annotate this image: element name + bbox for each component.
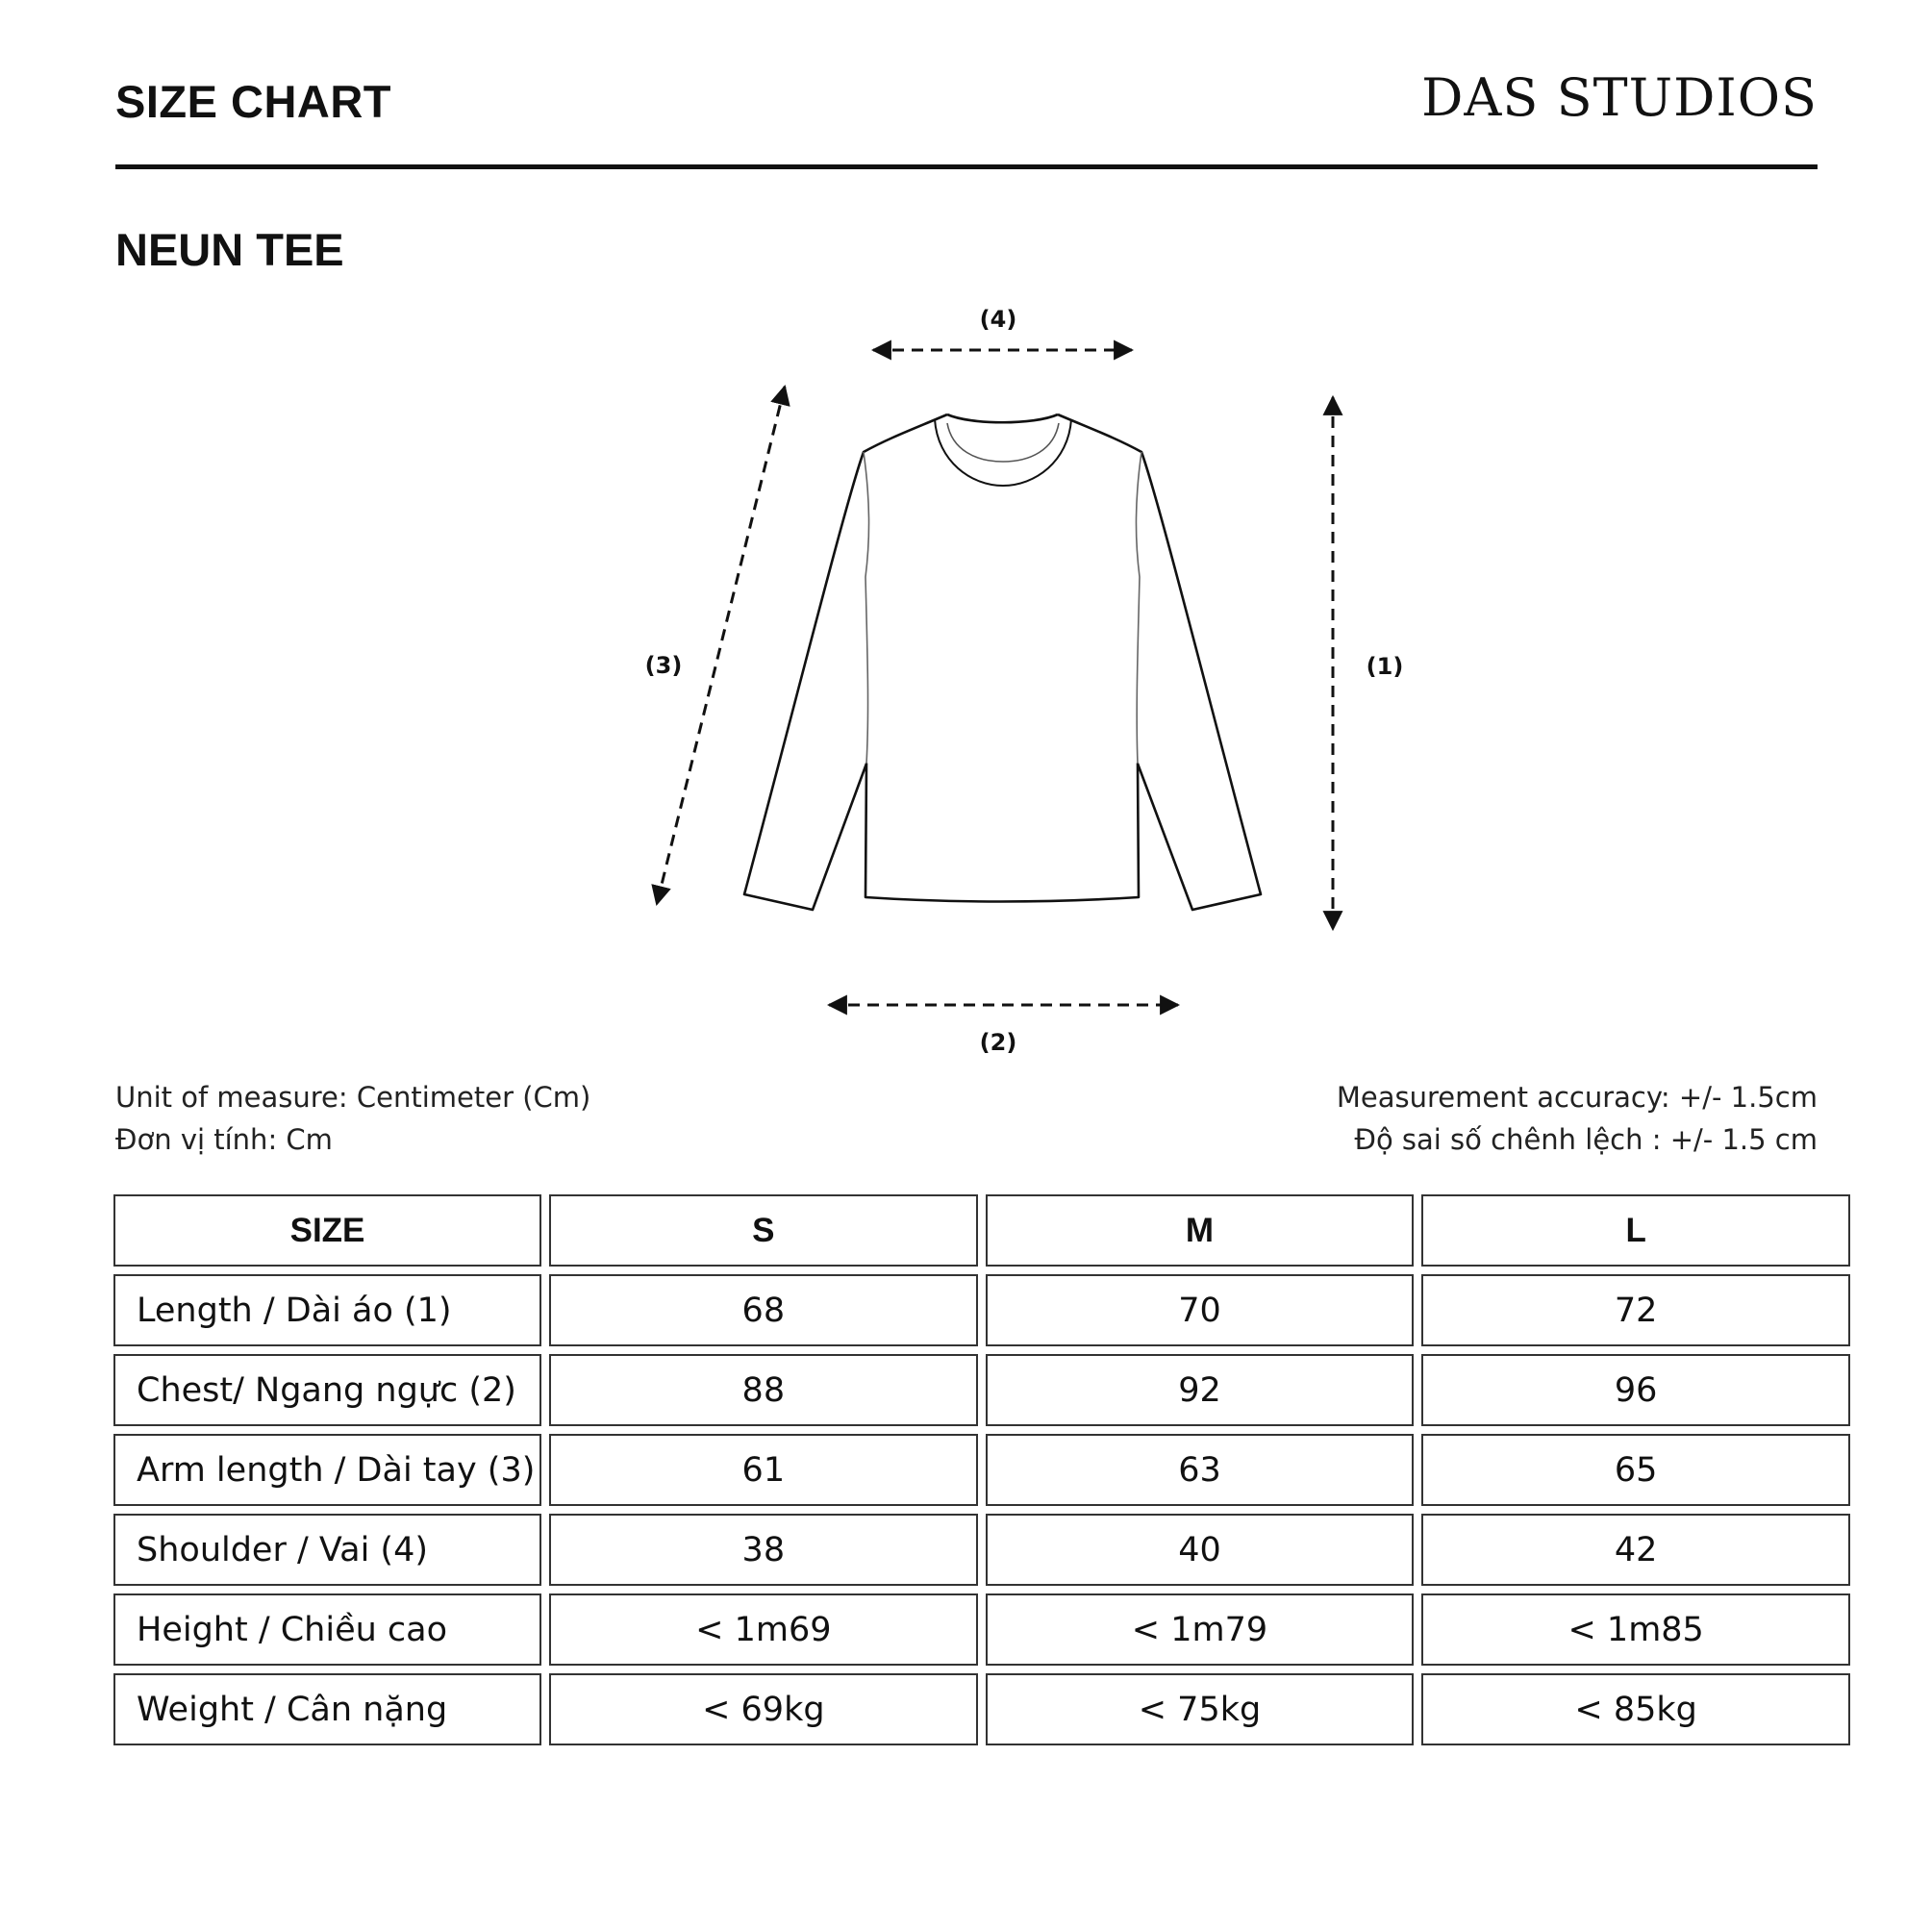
cell-value: 63 [986,1434,1415,1506]
page-title: SIZE CHART [115,76,391,127]
row-label: Chest/ Ngang ngực (2) [113,1354,541,1426]
table-row [113,1593,1850,1666]
header-s: S [549,1194,978,1267]
size-table [106,1187,1858,1753]
marker-length: (1) [1366,653,1404,680]
brand-logo: DAS STUDIOS [1421,67,1818,128]
cell-value: < 75kg [986,1673,1415,1745]
cell-value: 72 [1421,1274,1850,1346]
row-label: Shoulder / Vai (4) [113,1514,541,1586]
table-row [113,1434,1850,1506]
row-label: Arm length / Dài tay (3) [113,1434,541,1506]
accuracy-note-en: Measurement accuracy: +/- 1.5cm [1336,1081,1818,1114]
header-l: L [1421,1194,1850,1267]
header-size: SIZE [113,1194,541,1267]
cell-value: < 69kg [549,1673,978,1745]
cell-value: < 85kg [1421,1673,1850,1745]
marker-shoulder: (4) [979,306,1017,333]
cell-value: 42 [1421,1514,1850,1586]
cell-value: 65 [1421,1434,1850,1506]
cell-value: 96 [1421,1354,1850,1426]
table-row [113,1514,1850,1586]
product-name: NEUN TEE [115,224,344,275]
unit-note-en: Unit of measure: Centimeter (Cm) [115,1081,591,1114]
marker-arm-length: (3) [644,652,683,679]
table-header-row [113,1194,1850,1267]
cell-value: 92 [986,1354,1415,1426]
cell-value: 61 [549,1434,978,1506]
table-row [113,1673,1850,1745]
cell-value: 68 [549,1274,978,1346]
tee-illustration [744,414,1261,910]
cell-value: 88 [549,1354,978,1426]
unit-note-vi: Đơn vị tính: Cm [115,1123,333,1156]
cell-value: < 1m85 [1421,1593,1850,1666]
marker-chest: (2) [979,1029,1017,1056]
cell-value: < 1m79 [986,1593,1415,1666]
cell-value: 38 [549,1514,978,1586]
cell-value: 40 [986,1514,1415,1586]
row-label: Length / Dài áo (1) [113,1274,541,1346]
arm-length-arrow [657,387,785,904]
header-m: M [986,1194,1415,1267]
row-label: Height / Chiều cao [113,1593,541,1666]
accuracy-note-vi: Độ sai số chênh lệch : +/- 1.5 cm [1354,1123,1818,1156]
cell-value: < 1m69 [549,1593,978,1666]
table-row [113,1274,1850,1346]
table-row [113,1354,1850,1426]
cell-value: 70 [986,1274,1415,1346]
row-label: Weight / Cân nặng [113,1673,541,1745]
